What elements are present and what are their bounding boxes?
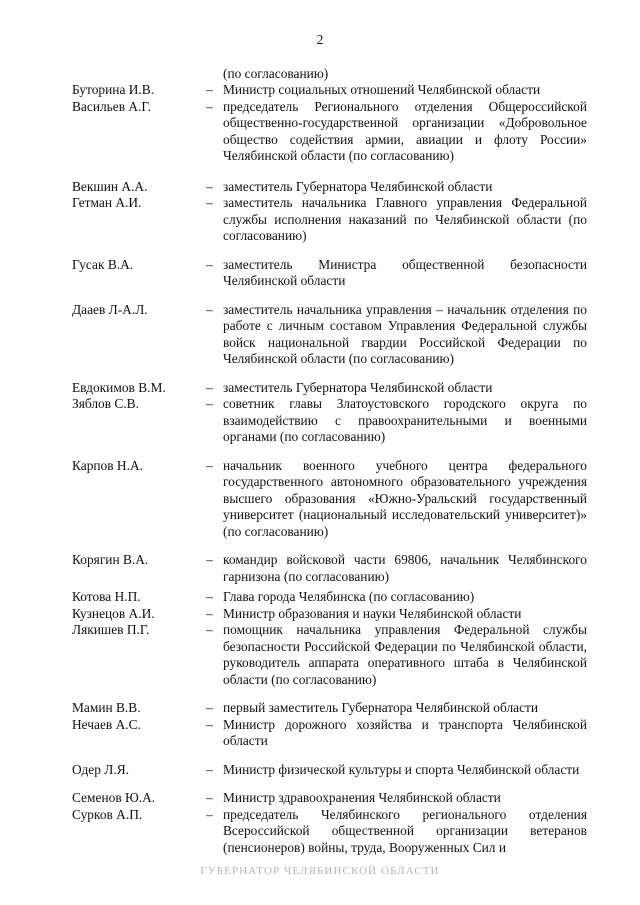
list-item bbox=[72, 552, 587, 585]
dash-separator: – bbox=[206, 552, 213, 567]
dash-separator: – bbox=[206, 605, 213, 621]
member-name: Евдокимов В.М. bbox=[72, 379, 166, 395]
dash-separator: – bbox=[206, 589, 213, 604]
member-position: начальник военного учебного центра федерального государственного автономного образовательного учреждения высшего образования «Южно-Уральский государственный университет (национальный исследовательский университет)» (по согласованию) bbox=[223, 457, 587, 539]
list-item bbox=[72, 179, 587, 196]
member-position: Министр социальных отношений Челябинской области bbox=[223, 82, 541, 97]
dash-separator: – bbox=[206, 761, 213, 777]
dash-separator: – bbox=[206, 256, 213, 272]
member-name: Векшин А.А. bbox=[72, 178, 148, 194]
member-position: первый заместитель Губернатора Челябинской области bbox=[223, 700, 539, 715]
member-position: заместитель начальника управления – начальник отделения по работе с личным составом Управления Федеральной службы войск национальной гвардии Российской Федерации по Челябинской области (по согласованию) bbox=[223, 301, 587, 366]
dash-separator: – bbox=[206, 396, 213, 411]
member-name: Зяблов С.В. bbox=[72, 396, 139, 411]
dash-separator: – bbox=[206, 790, 213, 805]
member-name: Семенов Ю.А. bbox=[72, 790, 156, 805]
member-name: Мамин В.В. bbox=[72, 700, 141, 715]
member-position: председатель Регионального отделения Общероссийской общественно-государственной организации «Добровольное общество содействия армии, авиации и флоту России» Челябинской области (по согласованию) bbox=[223, 98, 587, 163]
dash-separator: – bbox=[206, 716, 213, 732]
dash-separator: – bbox=[206, 301, 213, 317]
member-position: заместитель Губернатора Челябинской области bbox=[223, 379, 493, 395]
member-name: Карпов Н.А. bbox=[72, 457, 143, 473]
dash-separator: – bbox=[206, 806, 213, 822]
member-position: заместитель Губернатора Челябинской области bbox=[223, 178, 493, 194]
list-item bbox=[72, 82, 587, 99]
list-item bbox=[72, 380, 587, 397]
dash-separator: – bbox=[206, 195, 213, 210]
member-position: председатель Челябинского регионального отделения Всероссийской общественной организации ветеранов (пенсионеров) войны, труда, Вооруженных Сил и bbox=[223, 806, 587, 855]
member-name: Одер Л.Я. bbox=[72, 761, 130, 777]
member-name: Даaев Л-А.Л. bbox=[72, 301, 148, 317]
list-item bbox=[72, 790, 587, 807]
list-item bbox=[72, 807, 587, 857]
dash-separator: – bbox=[206, 178, 213, 194]
dash-separator: – bbox=[206, 700, 213, 715]
member-position: Министр физической культуры и спорта Челябинской области bbox=[223, 761, 580, 777]
faded-footer-stamp: ГУБЕРНАТОР ЧЕЛЯБИНСКОЙ ОБЛАСТИ bbox=[200, 865, 440, 877]
member-list bbox=[72, 82, 587, 856]
list-item bbox=[72, 606, 587, 623]
member-position: заместитель Министра общественной безопасности Челябинской области bbox=[223, 256, 587, 288]
list-item bbox=[72, 257, 587, 290]
member-name: Сурков А.П. bbox=[72, 806, 143, 822]
member-name: Буторина И.В. bbox=[72, 82, 155, 97]
member-position: советник главы Златоустовского городского округа по взаимодействию с правоохранительными и военными органами (по согласованию) bbox=[223, 396, 587, 444]
dash-separator: – bbox=[206, 82, 213, 97]
continuation-text: (по согласованию) bbox=[223, 66, 329, 81]
list-item bbox=[72, 622, 587, 688]
list-item bbox=[72, 762, 587, 779]
member-name: Корягин В.А. bbox=[72, 552, 149, 567]
member-name: Кузнецов А.И. bbox=[72, 605, 155, 621]
member-name: Васильев А.Г. bbox=[72, 98, 151, 114]
member-position: Министр дорожного хозяйства и транспорта Челябинской области bbox=[223, 716, 587, 748]
member-position: Министр здравоохранения Челябинской области bbox=[223, 790, 501, 805]
member-position: Министр образования и науки Челябинской области bbox=[223, 605, 522, 621]
list-item bbox=[72, 195, 587, 245]
dash-separator: – bbox=[206, 622, 213, 637]
list-item bbox=[72, 302, 587, 368]
member-position: заместитель начальника Главного управления Федеральной службы исполнения наказаний по Челябинской области (по согласованию) bbox=[223, 195, 587, 243]
member-position: Глава города Челябинска (по согласованию) bbox=[223, 589, 475, 604]
member-name: Гетман А.И. bbox=[72, 195, 142, 210]
member-position: помощник начальника управления Федеральной службы безопасности Российской Федерации по Челябинской области, руководитель аппарата оперативного штаба в Челябинской области (по согласованию) bbox=[223, 622, 587, 687]
dash-separator: – bbox=[206, 98, 213, 114]
page-number: 2 bbox=[316, 32, 324, 47]
list-item bbox=[72, 700, 587, 717]
member-position: командир войсковой части 69806, начальник Челябинского гарнизона (по согласованию) bbox=[223, 552, 587, 584]
list-item bbox=[72, 458, 587, 541]
member-name: Гусак В.А. bbox=[72, 256, 134, 272]
dash-separator: – bbox=[206, 457, 213, 473]
dash-separator: – bbox=[206, 379, 213, 395]
list-item bbox=[72, 717, 587, 750]
list-item bbox=[72, 99, 587, 165]
member-name: Лякишев П.Г. bbox=[72, 622, 150, 637]
list-item bbox=[72, 589, 587, 606]
member-name: Котова Н.П. bbox=[72, 589, 141, 604]
member-name: Нечаев А.С. bbox=[72, 716, 141, 732]
list-item bbox=[72, 396, 587, 446]
